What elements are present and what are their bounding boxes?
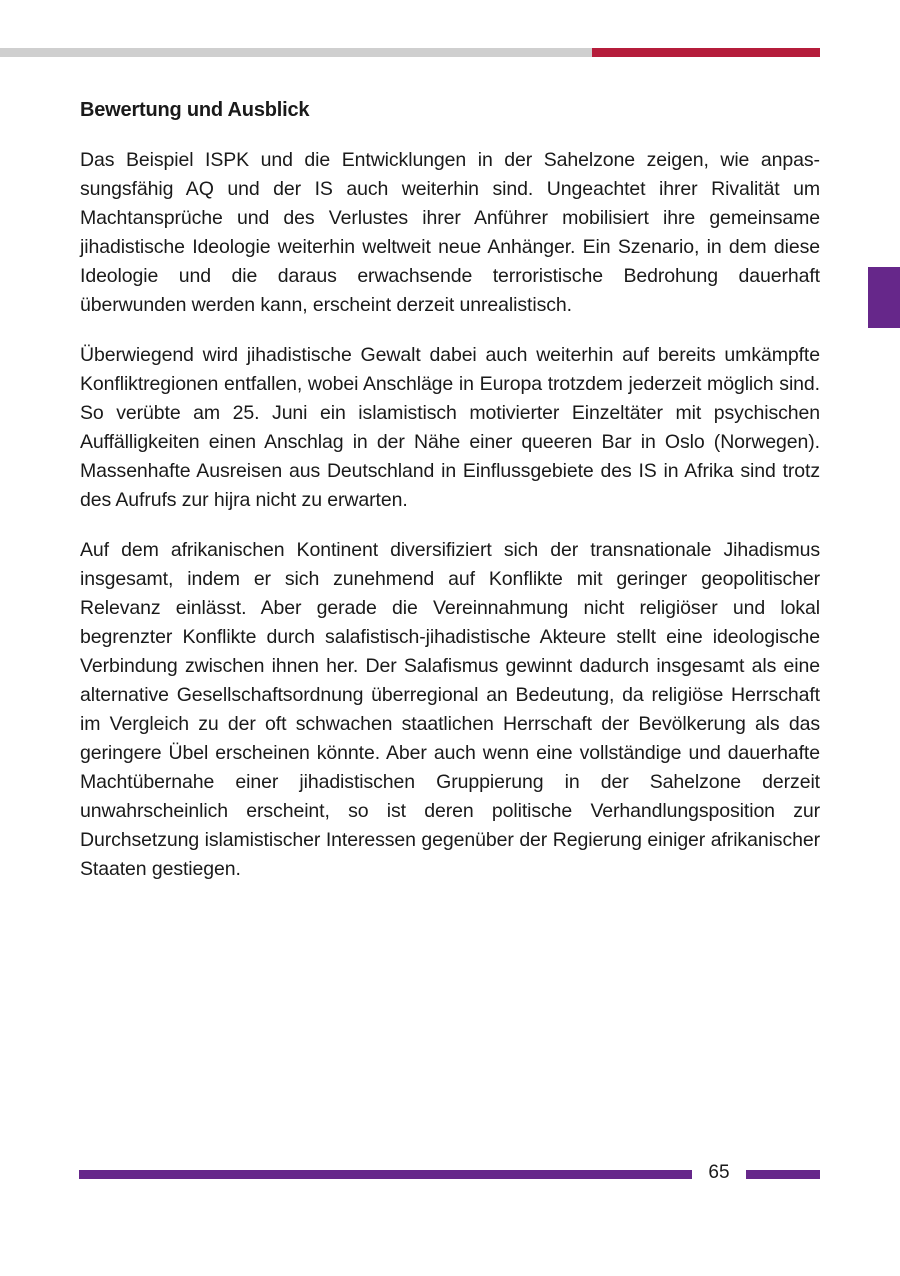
paragraph-1: Das Beispiel ISPK und die Entwicklungen in der Sahelzone zeigen, wie anpassungsfähig AQ und der IS auch weiterhin sind. Ungeachtet ihrer Rivalität um Machtansprüche und des Verlustes ihrer Anführer mobilisiert ihre gemeinsame jihadistische Ideologie weiterhin weltweit neue Anhänger. Ein Szenario, in dem diese Ideologie und die daraus erwachsende terroristische Bedrohung dauerhaft überwunden werden kann, erscheint derzeit unrealistisch.: [80, 149, 820, 316]
footer-rule-right: [746, 1170, 820, 1179]
header-rule-gray: [0, 48, 592, 57]
section-heading: Bewertung und Ausblick: [80, 99, 310, 121]
paragraph-2: Überwiegend wird jihadistische Gewalt dabei auch weiterhin auf bereits umkämpfte Konfliktregionen entfallen, wobei Anschläge in Europa trotzdem jederzeit möglich sind. So verübte am 25. Juni ein islamistisch motivierter Einzeltäter mit psychischen Auffälligkeiten einen Anschlag in der Nähe einer queeren Bar in Oslo (Norwegen). Massenhafte Ausreisen aus Deutschland in Einflussgebiete des IS in Afrika sind trotz des Aufrufs zur hijra nicht zu erwarten.: [80, 344, 820, 511]
paragraph-3: Auf dem afrikanischen Kontinent diversifiziert sich der transnationale Jihadismus insgesamt, indem er sich zunehmend auf Konflikte mit geringer geopolitischer Relevanz einlässt. Aber gerade die Vereinnahmung nicht religiöser und lokal begrenzter Konflikte durch salafistisch-jihadistische Akteure stellt eine ideologische Verbindung zwischen ihnen her. Der Salafismus gewinnt dadurch insgesamt als eine alternative Gesellschaftsordnung überregional an Bedeutung, da religiöse Herrschaft im Vergleich zu der oft schwachen staatlichen Herrschaft der Bevölkerung als das geringere Übel erscheinen könnte. Aber auch wenn eine vollständige und dauerhafte Machtübernahe einer jihadistischen Gruppierung in der Sahelzone derzeit unwahrscheinlich erscheint, so ist deren politische Verhandlungsposition zur Durchsetzung islamistischer Interessen gegenüber der Regierung einiger afrikanischer Staaten gestiegen.: [80, 539, 820, 880]
page-number: 65: [708, 1162, 730, 1183]
header-rule-red: [592, 48, 820, 57]
chapter-side-tab: [868, 267, 900, 328]
section-content: [80, 94, 820, 905]
footer-rule-left: [79, 1170, 692, 1179]
